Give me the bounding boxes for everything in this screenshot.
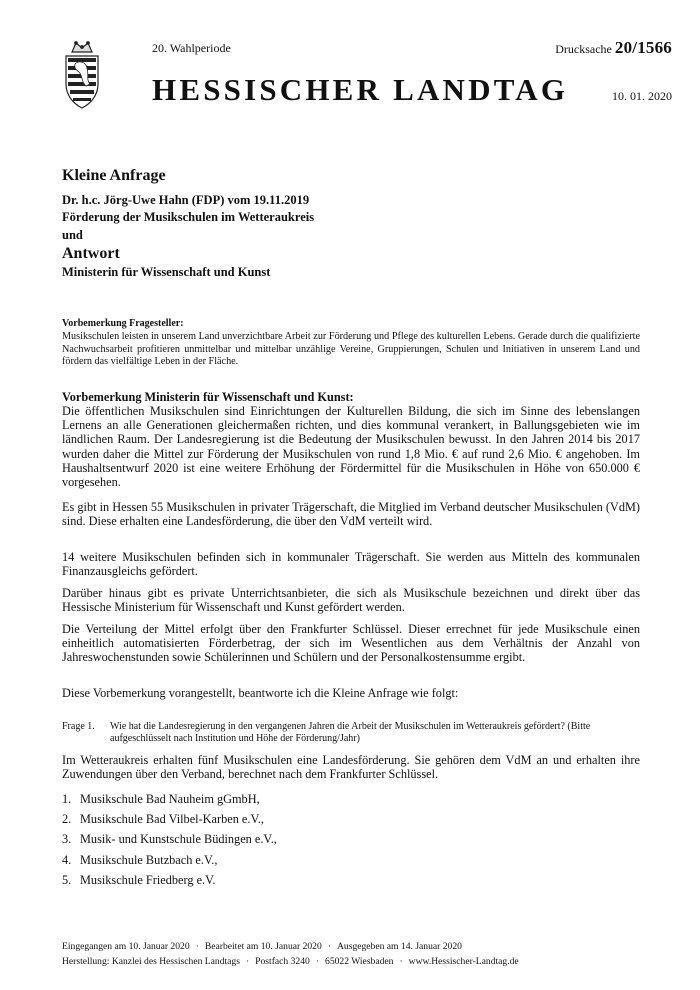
footer-publisher	[62, 956, 519, 967]
paragraph: Die Verteilung der Mittel erfolgt über den Frankfurter Schlüssel. Dieser errechnet für jede Musikschule einen einheitlich automatisierten Förderbetrag, der sich im Wesentlichen aus dem Verhältnis der Anzahl von Jahreswochenstunden sowie Schülerinnen und Schülern und der Personalkostensumme ergibt.	[62, 622, 640, 665]
footer-ort: 65022 Wiesbaden	[325, 956, 394, 967]
list-item	[62, 829, 277, 849]
list-item-name: Musikschule Friedberg e.V.	[80, 872, 216, 887]
minister-line: Ministerin für Wissenschaft und Kunst	[62, 265, 271, 279]
list-item-number: 3.	[62, 832, 72, 847]
und-line: und	[62, 228, 83, 242]
footer-herstellung: Herstellung: Kanzlei des Hessischen Landtags	[62, 956, 240, 967]
footer-bearbeitet: Bearbeitet am 10. Januar 2020	[204, 941, 322, 952]
paragraph: Diese Vorbemerkung vorangestellt, beantworte ich die Kleine Anfrage wie folgt:	[62, 686, 459, 700]
answer-text: Im Wetteraukreis erhalten fünf Musikschulen eine Landesförderung. Sie gehören dem VdM an und erhalten ihre Zuwendungen über den Verband, berechnet nach dem Frankfurter Schlüssel.	[62, 753, 640, 782]
list-item-number: 5.	[62, 872, 72, 887]
antwort-heading: Antwort	[62, 245, 120, 262]
separator-dot: ·	[245, 956, 250, 967]
list-item-number: 4.	[62, 852, 72, 867]
author-line: Dr. h.c. Jörg-Uwe Hahn (FDP) vom 19.11.2019	[62, 193, 310, 207]
list-item	[62, 809, 277, 829]
list-item-number: 1.	[62, 792, 72, 806]
list-item	[62, 870, 277, 890]
footer-postfach: Postfach 3240	[255, 956, 310, 967]
separator-dot: ·	[315, 956, 320, 967]
vorbemerkung-ministerin-heading: Vorbemerkung Ministerin für Wissenschaft und Kunst:	[62, 390, 354, 404]
list-item-number: 2.	[62, 812, 72, 827]
paragraph: Die öffentlichen Musikschulen sind Einrichtungen der Kulturellen Bildung, die sich im Sinne des lebenslangen Lernens an alle Generationen gleichermaßen richten, und dies kommunal verankert, in Ballungsgebieten wie im ländlichen Raum. Der Landesregierung ist die Bedeutung der Musikschulen bewusst. In den Jahren 2014 bis 2017 wurden daher die Mittel zur Förderung der Musikschulen von rund 1,8 Mio. € auf rund 2,6 Mio. € angehoben. Im Haushaltsentwurf 2020 ist eine weitere Erhöhung der Fördermittel für die Musikschulen in Höhe von 650.000 € vorgesehen.	[62, 404, 640, 490]
footer-ausgegeben: Ausgegeben am 14. Januar 2020	[336, 941, 462, 952]
question-text: Wie hat die Landesregierung in den vergangenen Jahren die Arbeit der Musikschulen im Wetteraukreis gefördert? (Bitte aufgeschlüsselt nach Institution und Höhe der Förderung/Jahr)	[110, 721, 591, 744]
separator-dot: ·	[399, 956, 403, 967]
drucksache-label: Drucksache	[555, 42, 612, 56]
drucksache	[555, 38, 672, 58]
school-list	[62, 789, 277, 890]
list-item-name: Musik- und Kunstschule Büdingen e.V.,	[80, 832, 277, 847]
question-label: Frage 1.	[62, 721, 95, 732]
paragraph: 14 weitere Musikschulen befinden sich in kommunaler Trägerschaft. Sie werden aus Mitteln des kommunalen Finanzausgleichs gefördert.	[62, 550, 640, 579]
separator-dot: ·	[195, 941, 199, 952]
footer-dates	[62, 941, 462, 952]
document-title: HESSISCHER LANDTAG	[152, 72, 569, 107]
hessen-coat-of-arms-icon	[62, 38, 102, 110]
drucksache-number: 20/1566	[614, 38, 672, 57]
vorbemerkung-fragesteller-heading: Vorbemerkung Fragesteller:	[62, 318, 184, 329]
topic-line: Förderung der Musikschulen im Wetteraukreis	[62, 210, 315, 224]
footer-eingegangen: Eingegangen am 10. Januar 2020	[62, 941, 190, 952]
footer-website-link[interactable]: www.Hessischer-Landtag.de	[408, 956, 519, 967]
document-date: 10. 01. 2020	[612, 89, 672, 103]
separator-dot: ·	[327, 941, 331, 952]
paragraph: Es gibt in Hessen 55 Musikschulen in privater Trägerschaft, die Mitglied im Verband deutscher Musikschulen (VdM) sind. Diese erhalten eine Landesförderung, die über den VdM verteilt wird.	[62, 500, 640, 529]
vorbemerkung-fragesteller-text: Musikschulen leisten in unserem Land unverzichtbare Arbeit zur Förderung und Pflege des kulturellen Lebens. Gerade durch die qualifizierte Nachwuchsarbeit profitieren unmittelbar und mittelbar unzählige Vereine, Gruppierungen, Schulen und Initiativen in unserem Land und fördern das vielfältige Leben in der Fläche.	[62, 331, 640, 367]
list-item	[62, 789, 277, 809]
list-item-name: Musikschule Butzbach e.V.,	[80, 852, 218, 867]
list-item	[62, 850, 277, 870]
electoral-period: 20. Wahlperiode	[152, 41, 231, 55]
list-item-name: Musikschule Bad Nauheim gGmbH,	[80, 792, 260, 806]
kleine-anfrage-heading: Kleine Anfrage	[62, 167, 166, 184]
list-item-name: Musikschule Bad Vilbel-Karben e.V.,	[80, 812, 264, 827]
paragraph: Darüber hinaus gibt es private Unterrichtsanbieter, die sich als Musikschule bezeichnen und direkt über das Hessische Ministerium für Wissenschaft und Kunst gefördert werden.	[62, 586, 640, 615]
